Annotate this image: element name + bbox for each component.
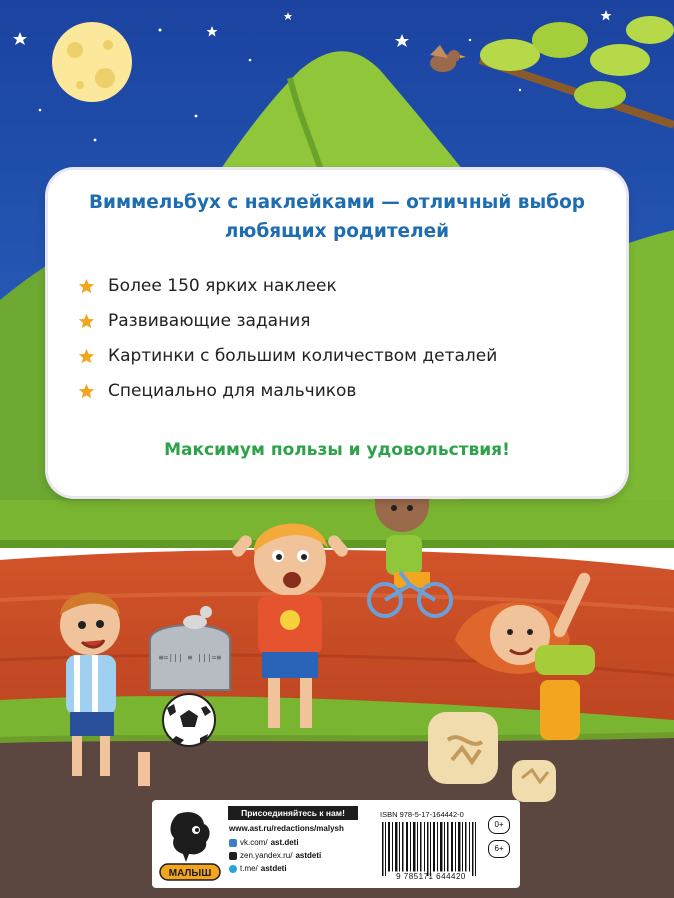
social-prefix: t.me/ [240, 864, 258, 873]
age-rating-badge: 0+ [488, 816, 510, 834]
feature-item [78, 344, 618, 379]
feature-item [78, 379, 618, 414]
star-bullet-icon [78, 383, 95, 400]
join-us-label: Присоединяйтесь к нам! [228, 806, 358, 820]
feature-text: Специально для мальчиков [108, 381, 357, 401]
barcode-number: 9 785171 644420 [396, 872, 466, 881]
headline-line-1: Виммельбух с наклейками — отличный выбор [88, 192, 586, 213]
tombstone-text: ≡=||| ≡ |||=≡ [158, 653, 222, 662]
age-rating-badge: 6+ [488, 840, 510, 858]
publisher-info-box [152, 800, 520, 888]
social-link-telegram[interactable] [229, 864, 287, 873]
star-bullet-icon [78, 313, 95, 330]
malysh-logo-icon [158, 806, 222, 882]
moon [52, 22, 132, 102]
website-link[interactable]: www.ast.ru/redactions/malysh [229, 824, 344, 833]
feature-item [78, 309, 618, 344]
telegram-icon [229, 865, 237, 873]
isbn-text: ISBN 978-5-17-164442-0 [380, 810, 464, 819]
soccer-ball [163, 694, 215, 746]
zen-icon [229, 852, 237, 860]
social-link-vk[interactable] [229, 838, 299, 847]
social-handle: ast.deti [270, 838, 299, 847]
social-prefix: vk.com/ [240, 838, 268, 847]
info-panel [48, 170, 626, 496]
star-bullet-icon [78, 278, 95, 295]
social-prefix: zen.yandex.ru/ [240, 851, 293, 860]
star-bullet-icon [78, 348, 95, 365]
vk-icon [229, 839, 237, 847]
closing-slogan: Максимум пользы и удовольствия! [164, 440, 510, 460]
feature-text: Более 150 ярких наклеек [108, 276, 337, 296]
feature-text: Развивающие задания [108, 311, 311, 331]
panel-headline [48, 188, 626, 246]
barcode-icon [380, 822, 480, 876]
logo-text: МАЛЫШ [168, 868, 212, 879]
social-link-zen[interactable] [229, 851, 321, 860]
social-handle: astdeti [260, 864, 287, 873]
feature-list [78, 274, 618, 414]
social-handle: astdeti [295, 851, 322, 860]
feature-item [78, 274, 618, 309]
headline-line-2: любящих родителей [224, 221, 450, 242]
feature-text: Картинки с большим количеством деталей [108, 346, 498, 366]
